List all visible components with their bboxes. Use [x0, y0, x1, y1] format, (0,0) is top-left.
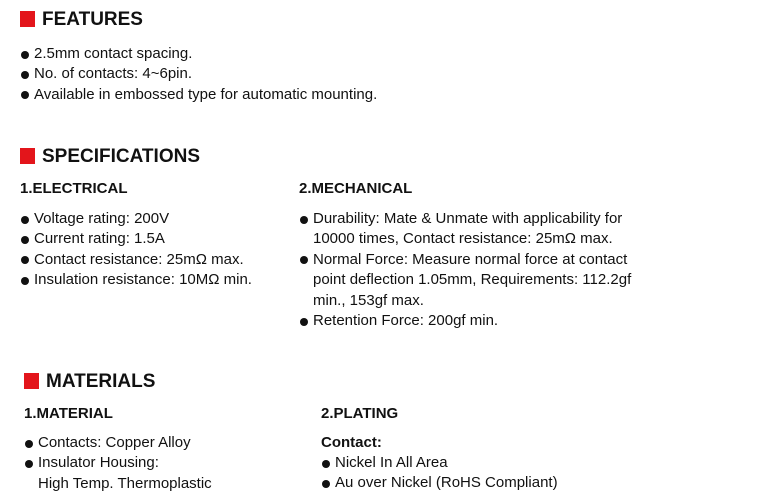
- features-list: [20, 44, 377, 105]
- bullet-icon: [21, 236, 29, 244]
- section-marker-icon: [24, 373, 39, 389]
- list-item: Contacts: Copper Alloy: [24, 433, 212, 453]
- features-title: FEATURES: [42, 9, 143, 30]
- features-heading: [20, 9, 143, 31]
- electrical-subheading: 1.ELECTRICAL: [20, 180, 128, 197]
- bullet-icon: [21, 277, 29, 285]
- section-marker-icon: [20, 11, 35, 27]
- list-item: Insulation resistance: 10MΩ min.: [20, 270, 252, 290]
- specifications-heading: [20, 146, 200, 168]
- bullet-icon: [21, 71, 29, 79]
- materials-title: MATERIALS: [46, 371, 156, 392]
- bullet-icon: [322, 480, 330, 488]
- plating-subheading: 2.PLATING: [321, 405, 399, 422]
- list-item: Available in embossed type for automatic mounting.: [20, 85, 377, 105]
- bullet-icon: [300, 318, 308, 326]
- bullet-icon: [21, 216, 29, 224]
- specifications-title: SPECIFICATIONS: [42, 146, 200, 167]
- bullet-icon: [322, 460, 330, 468]
- list-item: 2.5mm contact spacing.: [20, 44, 377, 64]
- list-item: Insulator Housing: High Temp. Thermoplastic: [24, 453, 212, 494]
- list-item: Retention Force: 200gf min.: [299, 311, 631, 331]
- plating-list: [321, 453, 558, 494]
- bullet-icon: [21, 91, 29, 99]
- bullet-icon: [300, 216, 308, 224]
- plating-contact-label: Contact:: [321, 434, 382, 451]
- mechanical-subheading: 2.MECHANICAL: [299, 180, 413, 197]
- material-subheading: 1.MATERIAL: [24, 405, 113, 422]
- list-item: Normal Force: Measure normal force at contact point deflection 1.05mm, Requirements: 112.2gf min., 153gf max.: [299, 250, 631, 311]
- mechanical-list: [299, 209, 631, 331]
- section-marker-icon: [20, 148, 35, 164]
- list-item: No. of contacts: 4~6pin.: [20, 64, 377, 84]
- list-item: Nickel In All Area: [321, 453, 558, 473]
- bullet-icon: [300, 256, 308, 264]
- list-item: Contact resistance: 25mΩ max.: [20, 250, 252, 270]
- bullet-icon: [21, 256, 29, 264]
- bullet-icon: [25, 460, 33, 468]
- materials-heading: [24, 371, 155, 393]
- bullet-icon: [21, 51, 29, 59]
- list-item: Durability: Mate & Unmate with applicability for 10000 times, Contact resistance: 25mΩ max.: [299, 209, 631, 250]
- list-item: Current rating: 1.5A: [20, 229, 252, 249]
- list-item: Voltage rating: 200V: [20, 209, 252, 229]
- list-item: Au over Nickel (RoHS Compliant): [321, 473, 558, 493]
- electrical-list: [20, 209, 252, 291]
- material-list: [24, 433, 212, 494]
- bullet-icon: [25, 440, 33, 448]
